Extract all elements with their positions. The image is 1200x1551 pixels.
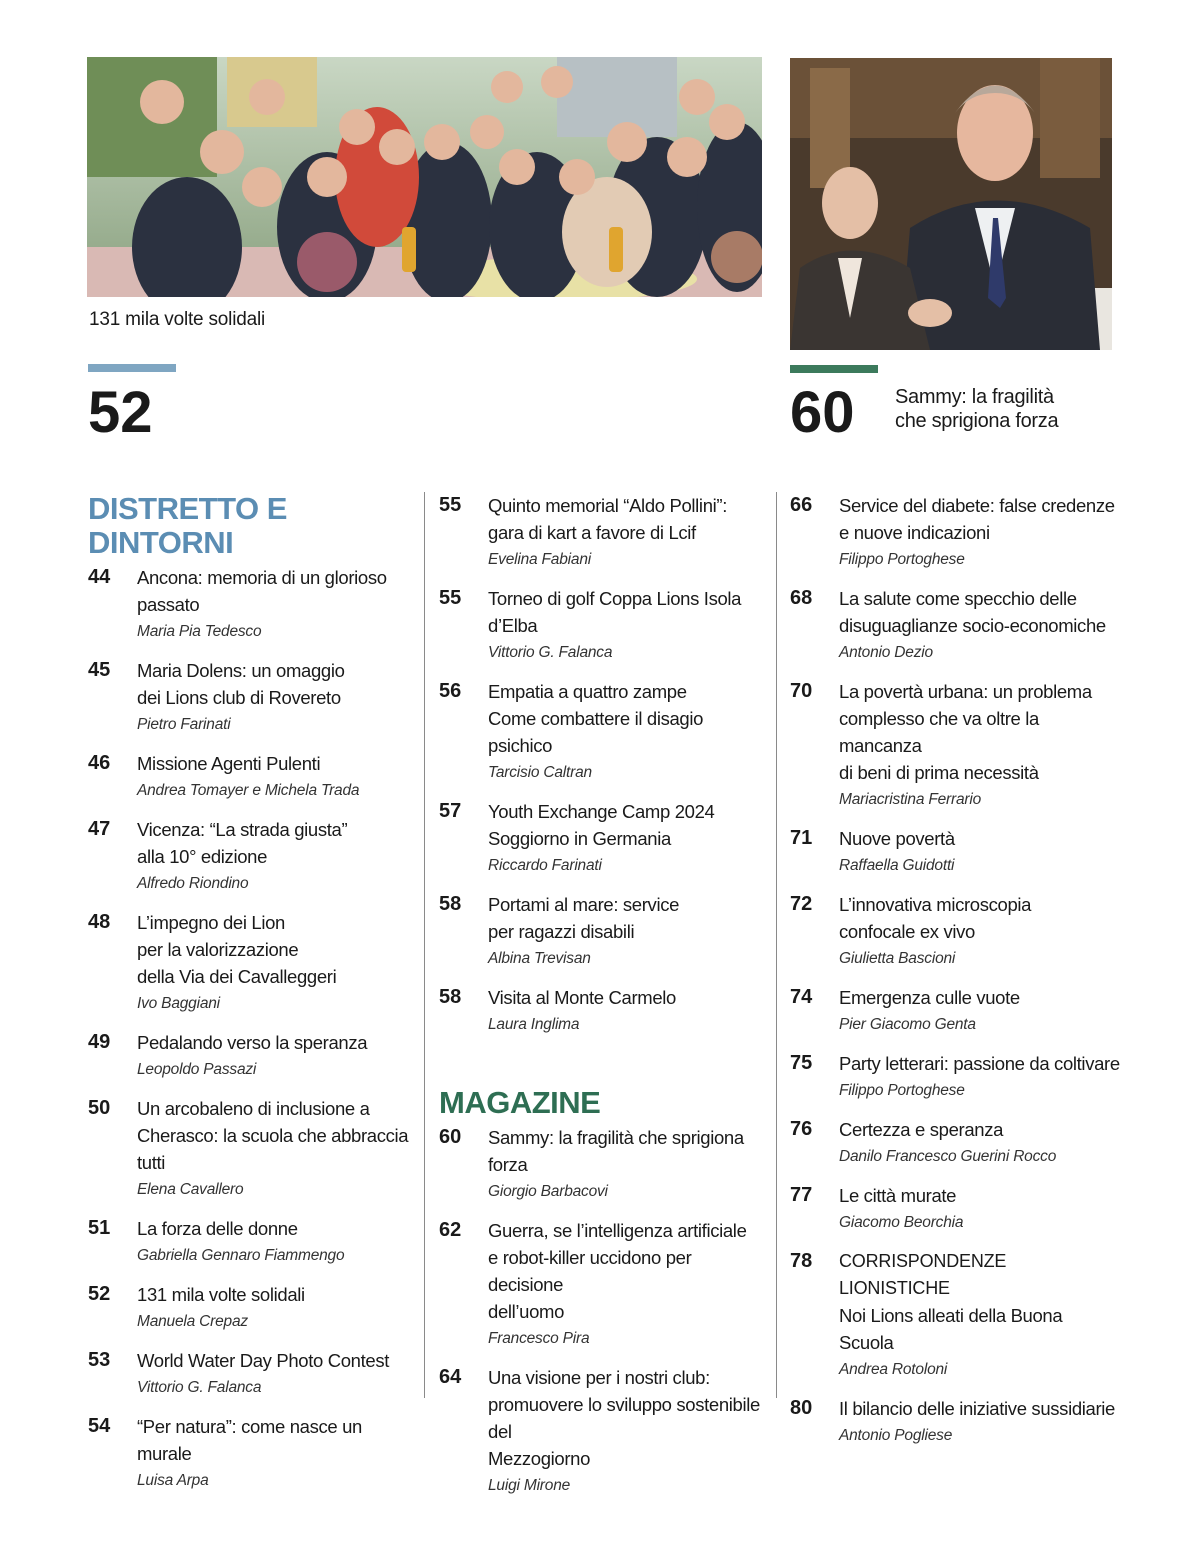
toc-entry <box>790 585 1120 667</box>
toc-entry <box>88 1413 418 1495</box>
toc-page-number: 55 <box>439 494 462 516</box>
toc-entry-author: Pier Giacomo Genta <box>839 1016 976 1033</box>
toc-entry-author: Giorgio Barbacovi <box>488 1183 608 1200</box>
toc-entry-author: Luigi Mirone <box>488 1477 571 1494</box>
toc-entry-text <box>137 1347 418 1402</box>
toc-entry-text <box>839 1116 1120 1171</box>
toc-entry <box>790 1050 1120 1105</box>
toc-entry-author: Laura Inglima <box>488 1016 580 1033</box>
toc-entry-text <box>488 678 769 787</box>
toc-entry <box>439 798 769 880</box>
toc-entry-author: Tarcisio Caltran <box>488 764 592 781</box>
toc-page-number: 66 <box>790 494 813 516</box>
toc-entry-author: Alfredo Riondino <box>137 875 249 892</box>
toc-entry-author: Danilo Francesco Guerini Rocco <box>839 1148 1057 1165</box>
toc-entry-author: Filippo Portoghese <box>839 551 965 568</box>
toc-entry-author: Elena Cavallero <box>137 1181 244 1198</box>
toc-page-number: 60 <box>439 1126 462 1148</box>
toc-entry-author: Ivo Baggiani <box>137 995 220 1012</box>
toc-entry-text <box>839 1395 1120 1450</box>
toc-page-number: 44 <box>88 566 111 588</box>
photo-page-number: 60 <box>790 380 855 445</box>
photo-caption: 131 mila volte solidali <box>89 309 265 330</box>
toc-page-number: 68 <box>790 587 813 609</box>
toc-entry <box>88 564 418 646</box>
toc-entry-title: Maria Dolens: un omaggio dei Lions club di Rovereto <box>137 660 345 708</box>
toc-entry-text <box>488 1364 769 1500</box>
photo-sammy-portrait <box>790 58 1112 350</box>
toc-entry-title: Le città murate <box>839 1185 957 1206</box>
toc-column-1 <box>88 492 418 1506</box>
toc-entry-text <box>839 1050 1120 1105</box>
toc-entry <box>88 1347 418 1402</box>
toc-entry-title: La salute come specchio delle disuguaglianze socio-economiche <box>839 588 1106 636</box>
toc-entry-text <box>839 492 1120 574</box>
toc-page-number: 46 <box>88 752 111 774</box>
section-title: DISTRETTO E DINTORNI <box>88 491 287 560</box>
toc-entry <box>88 750 418 805</box>
toc-entry-title: Empatia a quattro zampe Come combattere il disagio psichico <box>488 681 704 756</box>
toc-entry-title: Certezza e speranza <box>839 1119 1004 1140</box>
toc-entry-author: Albina Trevisan <box>488 950 591 967</box>
toc-entry-text <box>839 678 1120 814</box>
toc-entry-text <box>488 891 769 973</box>
toc-entry-title: Nuove povertà <box>839 828 955 849</box>
toc-entry-author: Leopoldo Passazi <box>137 1061 257 1078</box>
toc-page-number: 77 <box>790 1184 813 1206</box>
toc-entry-title: Torneo di golf Coppa Lions Isola d’Elba <box>488 588 742 636</box>
toc-entry <box>790 984 1120 1039</box>
toc-page-number: 52 <box>88 1283 111 1305</box>
toc-entry-title: Noi Lions alleati della Buona Scuola <box>839 1305 1063 1353</box>
column-divider <box>776 492 777 1398</box>
toc-entry <box>790 492 1120 574</box>
toc-entry <box>88 909 418 1018</box>
toc-entry-title: World Water Day Photo Contest <box>137 1350 390 1371</box>
toc-entry-author: Francesco Pira <box>488 1330 590 1347</box>
toc-entry-author: Antonio Pogliese <box>839 1427 953 1444</box>
toc-entry <box>88 1095 418 1204</box>
toc-page-number: 47 <box>88 818 111 840</box>
toc-entry-author: Giacomo Beorchia <box>839 1214 964 1231</box>
toc-entry-text <box>839 585 1120 667</box>
toc-entry-author: Gabriella Gennaro Fiammengo <box>137 1247 345 1264</box>
toc-entry-author: Giulietta Bascioni <box>839 950 956 967</box>
toc-entry-text <box>488 1217 769 1353</box>
toc-list <box>88 564 418 1495</box>
toc-entry <box>439 1124 769 1206</box>
toc-entry <box>439 585 769 667</box>
toc-entry <box>439 984 769 1039</box>
toc-page-number: 56 <box>439 680 462 702</box>
toc-entry-text <box>137 1215 418 1270</box>
toc-entry-text <box>137 1095 418 1204</box>
toc-entry-title: Pedalando verso la speranza <box>137 1032 368 1053</box>
toc-entry <box>88 1215 418 1270</box>
toc-entry-title: Il bilancio delle iniziative sussidiarie <box>839 1398 1115 1419</box>
photo-caption-line: che sprigiona forza <box>895 410 1059 432</box>
toc-entry-title: Party letterari: passione da coltivare <box>839 1053 1120 1074</box>
toc-entry-text <box>137 1281 418 1336</box>
toc-entry-author: Luisa Arpa <box>137 1472 209 1489</box>
toc-entry-title: “Per natura”: come nasce un murale <box>137 1416 362 1464</box>
toc-entry-author: Pietro Farinati <box>137 716 231 733</box>
toc-entry-author: Andrea Tomayer e Michela Trada <box>137 782 360 799</box>
toc-entry-text <box>839 984 1120 1039</box>
toc-column-3 <box>790 492 1120 1461</box>
toc-entry <box>790 1248 1120 1384</box>
photo-group-celebration <box>87 57 762 297</box>
toc-entry-title: Sammy: la fragilità che sprigiona forza <box>488 1127 744 1175</box>
toc-entry-author: Mariacristina Ferrario <box>839 791 982 808</box>
toc-list <box>439 492 769 1039</box>
toc-page-number: 50 <box>88 1097 111 1119</box>
toc-page-number: 76 <box>790 1118 813 1140</box>
toc-page-number: 62 <box>439 1219 462 1241</box>
toc-entry <box>88 1029 418 1084</box>
toc-page-number: 55 <box>439 587 462 609</box>
toc-entry-text <box>137 1029 418 1084</box>
toc-entry-text <box>488 585 769 667</box>
toc-entry-text <box>839 825 1120 880</box>
toc-page-number: 48 <box>88 911 111 933</box>
toc-entry <box>790 825 1120 880</box>
toc-page-number: 71 <box>790 827 813 849</box>
toc-page-number: 64 <box>439 1366 462 1388</box>
toc-entry-author: Evelina Fabiani <box>488 551 591 568</box>
toc-entry-text <box>137 1413 418 1495</box>
photo-caption-line: Sammy: la fragilità <box>895 386 1054 408</box>
toc-page-number: 54 <box>88 1415 111 1437</box>
toc-entry <box>439 1217 769 1353</box>
toc-entry-author: Vittorio G. Falanca <box>488 644 613 661</box>
toc-page-number: 58 <box>439 986 462 1008</box>
toc-entry-text <box>839 891 1120 973</box>
toc-entry-text <box>488 1124 769 1206</box>
toc-page-number: 80 <box>790 1397 813 1419</box>
toc-page-number: 45 <box>88 659 111 681</box>
toc-entry-kicker: CORRISPONDENZE LIONISTICHE <box>839 1251 1007 1298</box>
toc-page-number: 78 <box>790 1250 813 1272</box>
toc-page-number: 51 <box>88 1217 111 1239</box>
toc-entry-title: Emergenza culle vuote <box>839 987 1020 1008</box>
toc-entry-author: Raffaella Guidotti <box>839 857 955 874</box>
toc-entry <box>439 492 769 574</box>
toc-entry-author: Andrea Rotoloni <box>839 1361 948 1378</box>
toc-entry-text <box>137 564 418 646</box>
toc-page-number: 49 <box>88 1031 111 1053</box>
toc-entry-title: Youth Exchange Camp 2024 Soggiorno in Germania <box>488 801 715 849</box>
photo-caption <box>895 385 1058 433</box>
toc-entry-title: Service del diabete: false credenze e nuove indicazioni <box>839 495 1115 543</box>
toc-entry-text <box>137 657 418 739</box>
toc-entry-author: Maria Pia Tedesco <box>137 623 262 640</box>
column-divider <box>424 492 425 1398</box>
toc-entry-title: Quinto memorial “Aldo Pollini”: gara di kart a favore di Lcif <box>488 495 727 543</box>
toc-entry <box>790 1182 1120 1237</box>
toc-entry-title: La forza delle donne <box>137 1218 298 1239</box>
toc-entry-author: Riccardo Farinati <box>488 857 602 874</box>
toc-entry-title: Portami al mare: service per ragazzi disabili <box>488 894 680 942</box>
toc-page-number: 57 <box>439 800 462 822</box>
toc-entry <box>790 1116 1120 1171</box>
toc-entry <box>790 1395 1120 1450</box>
toc-page-number: 58 <box>439 893 462 915</box>
photo-page-number: 52 <box>88 380 153 445</box>
toc-entry-title: L’innovativa microscopia confocale ex vivo <box>839 894 1032 942</box>
toc-page-number: 75 <box>790 1052 813 1074</box>
toc-entry-text <box>137 909 418 1018</box>
accent-bar-blue <box>88 364 176 372</box>
toc-entry-title: 131 mila volte solidali <box>137 1284 305 1305</box>
toc-entry-text <box>839 1182 1120 1237</box>
toc-entry-author: Vittorio G. Falanca <box>137 1379 262 1396</box>
toc-entry <box>439 1364 769 1500</box>
toc-entry-title: Guerra, se l’intelligenza artificiale e robot-killer uccidono per decisione dell’uomo <box>488 1220 747 1322</box>
toc-entry <box>439 891 769 973</box>
toc-page-number: 72 <box>790 893 813 915</box>
toc-entry-text <box>137 750 418 805</box>
toc-entry <box>88 657 418 739</box>
toc-entry-author: Manuela Crepaz <box>137 1313 248 1330</box>
toc-entry-title: Un arcobaleno di inclusione a Cherasco: la scuola che abbraccia tutti <box>137 1098 409 1173</box>
toc-column-2 <box>439 492 769 1511</box>
toc-entry-text <box>488 798 769 880</box>
toc-page-number: 74 <box>790 986 813 1008</box>
toc-entry <box>439 678 769 787</box>
toc-entry-title: Una visione per i nostri club: promuovere lo sviluppo sostenibile del Mezzogiorno <box>488 1367 760 1469</box>
toc-entry <box>88 1281 418 1336</box>
toc-entry <box>790 678 1120 814</box>
toc-entry-author: Filippo Portoghese <box>839 1082 965 1099</box>
accent-bar-green <box>790 365 878 373</box>
toc-entry-title: Missione Agenti Pulenti <box>137 753 321 774</box>
toc-page-number: 70 <box>790 680 813 702</box>
toc-list <box>439 1124 769 1500</box>
toc-list <box>790 492 1120 1450</box>
toc-entry <box>88 816 418 898</box>
toc-entry-title: L’impegno dei Lion per la valorizzazione della Via dei Cavalleggeri <box>137 912 337 987</box>
toc-entry-text <box>137 816 418 898</box>
toc-entry-text <box>488 984 769 1039</box>
toc-entry-text <box>839 1248 1120 1384</box>
toc-page-number: 53 <box>88 1349 111 1371</box>
toc-entry <box>790 891 1120 973</box>
toc-entry-title: La povertà urbana: un problema complesso che va oltre la mancanza di beni di prima necessità <box>839 681 1092 783</box>
section-title: MAGAZINE <box>439 1085 601 1120</box>
toc-entry-title: Vicenza: “La strada giusta” alla 10° edizione <box>137 819 348 867</box>
toc-entry-author: Antonio Dezio <box>839 644 933 661</box>
toc-entry-text <box>488 492 769 574</box>
toc-entry-title: Ancona: memoria di un glorioso passato <box>137 567 387 615</box>
toc-entry-title: Visita al Monte Carmelo <box>488 987 676 1008</box>
